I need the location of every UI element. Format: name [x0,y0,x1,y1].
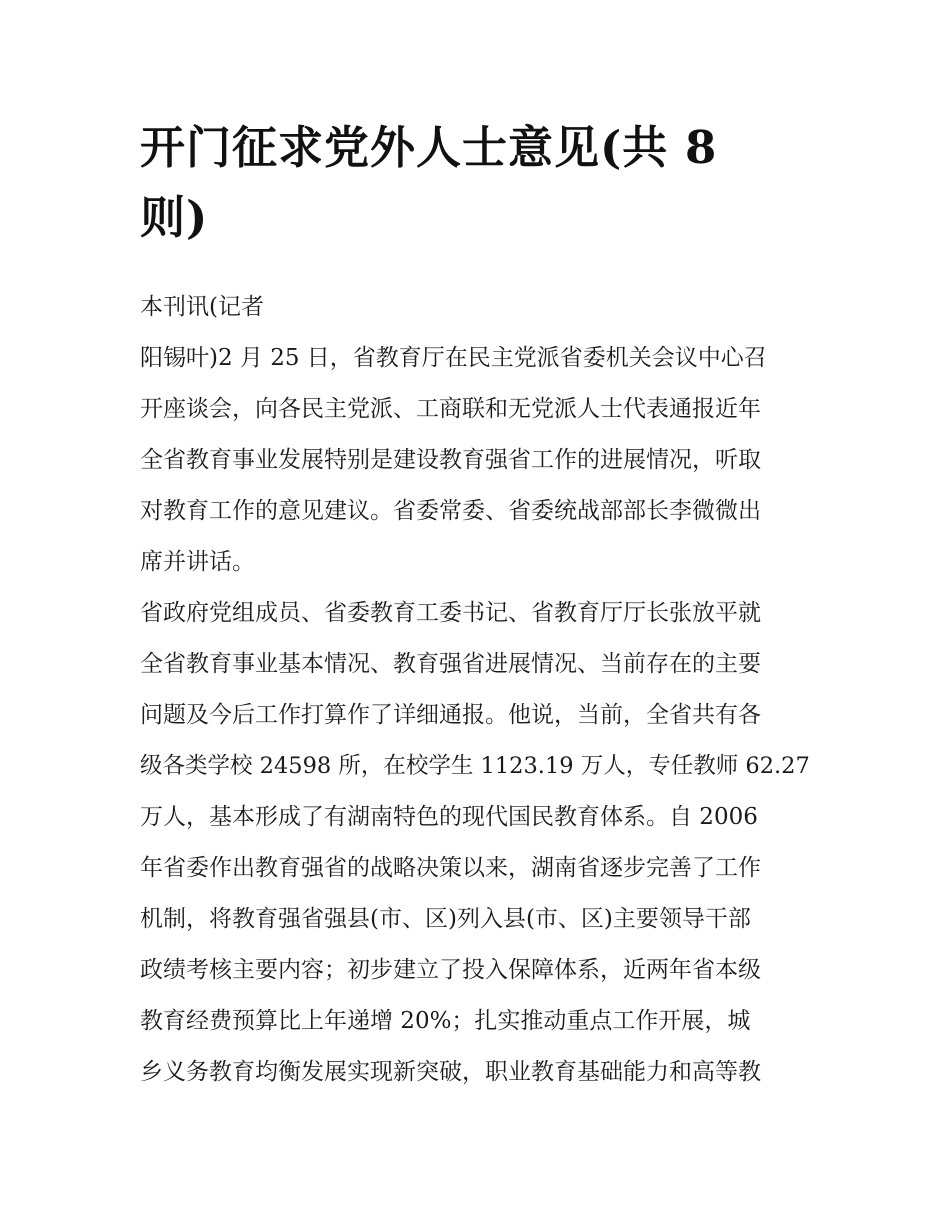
text-line: 阳锡叶)2 月 25 日，省教育厅在民主党派省委机关会议中心召 [140,345,767,371]
text-line: 年省委作出教育强省的战略决策以来，湖南省逐步完善了工作 [140,855,761,881]
text-line: 万人，基本形成了有湖南特色的现代国民教育体系。自 2006 [140,804,758,830]
text-line: 机制，将教育强省强县(市、区)列入县(市、区)主要领导干部 [140,906,751,932]
text-line: 全省教育事业发展特别是建设教育强省工作的进展情况，听取 [140,447,761,473]
text-line: 级各类学校 24598 所，在校学生 1123.19 万人，专任教师 62.27 [140,753,810,779]
text-line: 省政府党组成员、省委教育工委书记、省教育厅厅长张放平就 [140,600,761,626]
text-line: 乡义务教育均衡发展实现新突破，职业教育基础能力和高等教 [140,1059,761,1085]
text-line: 政绩考核主要内容；初步建立了投入保障体系，近两年省本级 [140,957,761,983]
text-line: 开座谈会，向各民主党派、工商联和无党派人士代表通报近年 [140,396,761,422]
text-line: 全省教育事业基本情况、教育强省进展情况、当前存在的主要 [140,651,761,677]
text-line: 对教育工作的意见建议。省委常委、省委统战部部长李微微出 [140,498,761,524]
article-body [140,282,820,1098]
title-line: 则) [140,191,209,244]
text-line: 席并讲话。 [140,549,255,575]
text-line: 问题及今后工作打算作了详细通报。他说，当前，全省共有各 [140,702,761,728]
text-line: 本刊讯(记者 [140,294,264,320]
title-line: 开门征求党外人士意见(共 8 [140,121,718,174]
document-title [140,113,820,253]
text-line: 教育经费预算比上年递增 20%；扎实推动重点工作开展，城 [140,1008,751,1034]
